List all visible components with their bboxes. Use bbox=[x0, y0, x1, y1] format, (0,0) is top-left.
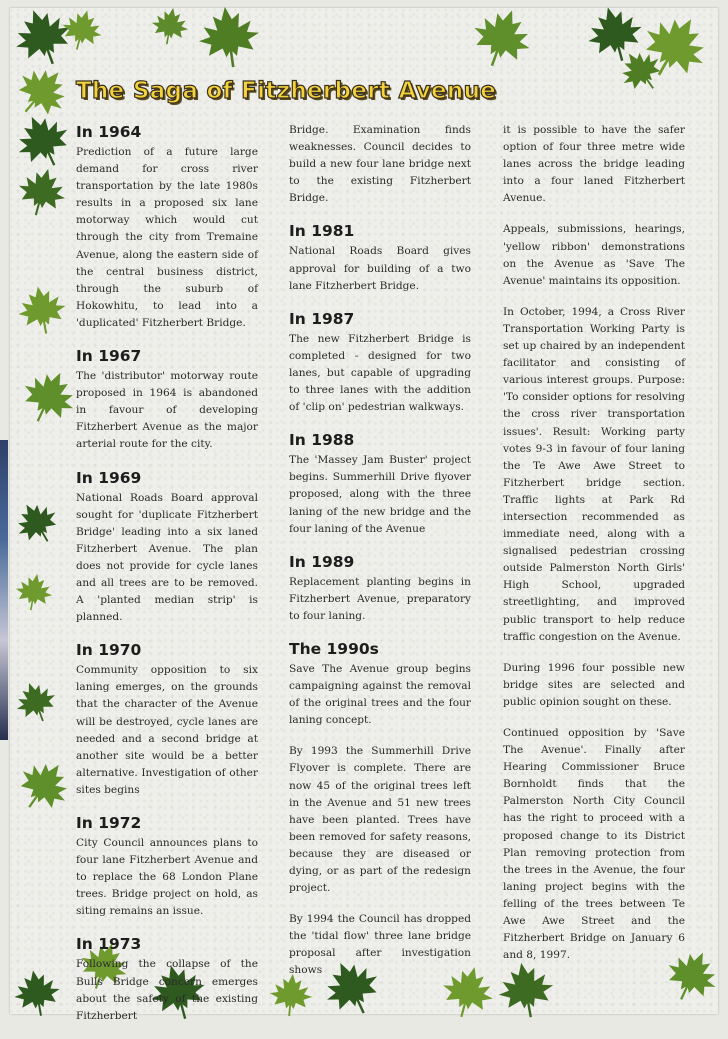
section-text: Replacement planting begins in Fitzherbert Avenue, preparatory to four laning. bbox=[289, 575, 471, 622]
section-text: The 'Massey Jam Buster' project begins. Summerhill Drive flyover proposed, along with the three laning of the new bridge and the four laning of the Avenue bbox=[289, 454, 471, 535]
section-heading: In 1981 bbox=[289, 222, 355, 241]
section-text: National Roads Board approval sought for 'duplicate Fitzherbert Bridge' leading into a six laned Fitzherbert Avenue. The plan does not provide for cycle lanes and all trees are to be removed. A 'planted median strip' is planned. bbox=[76, 491, 258, 624]
section-text: The 'distributor' motorway route proposed in 1964 is abandoned in favour of developing Fitzherbert Avenue as the major arterial route for the city. bbox=[76, 370, 258, 451]
section-heading: In 1972 bbox=[76, 814, 142, 832]
section-text: During 1996 four possible new bridge sites are selected and public opinion sought on these. bbox=[503, 661, 685, 708]
left-edge-strip bbox=[0, 440, 8, 740]
page-title: The Saga of Fitzherbert Avenue bbox=[76, 78, 497, 104]
section-heading: The 1990s bbox=[289, 639, 379, 658]
section-text: In October, 1994, a Cross River Transportation Working Party is set up chaired by an independent facilitator and consisting of various interest groups. Purpose: 'To consider options for resolving the cross river transportation issues'. Result: Working party votes 9-3 in favour of four laning the Te Awe Awe Street to Fitzherbert bridge section. Traffic lights at Park Rd intersection recommended as immediate need, along with a signalised pedestrian crossing outside Palmerston North Girls' High School, upgraded streetlighting, and improved public transport to help reduce traffic congestion on the Avenue. bbox=[503, 305, 685, 643]
section-text: National Roads Board gives approval for building of a two lane Fitzherbert Bridge. bbox=[289, 245, 471, 292]
maple-leaf-icon bbox=[12, 280, 72, 340]
section-heading: In 1969 bbox=[76, 468, 142, 487]
section-text: Save The Avenue group begins campaigning against the removal of the original trees and the four laning concept. bbox=[289, 662, 471, 727]
maple-leaf-icon bbox=[11, 569, 57, 615]
section-text: Prediction of a future large demand for cross river transportation by the late 1980s results in a proposed six lane motorway which would cut through the city from Tremaine Avenue, along the eastern side of the central business district, through the suburb of Hokowhitu, to lead into a 'duplicated' Fitzherbert Bridge. bbox=[76, 146, 258, 329]
section-text: The new Fitzherbert Bridge is completed - designed for two lanes, but capable of upgrading to three lanes with the addition of 'clip on' pedestrian walkways. bbox=[289, 332, 471, 414]
section-heading: In 1964 bbox=[76, 123, 142, 141]
section-text: Bridge. Examination finds weaknesses. Council decides to build a new four lane bridge next to the existing Fitzherbert Bridge. bbox=[289, 124, 471, 205]
section-text: it is possible to have the safer option of four three metre wide lanes across the bridge leading into a four laned Fitzherbert Avenue. bbox=[503, 124, 685, 205]
column-2 bbox=[289, 122, 471, 994]
section-text: By 1994 the Council has dropped the 'tidal flow' three lane bridge proposal after investigation shows bbox=[289, 913, 471, 977]
maple-leaf-icon bbox=[147, 3, 193, 49]
section-heading: In 1973 bbox=[76, 935, 142, 954]
section-text: By 1993 the Summerhill Drive Flyover is complete. There are now 45 of the original trees left in the Avenue and 51 new trees have been planted. Trees have been removed for safety reasons, because they are diseased or dying, or as part of the redesign project. bbox=[289, 745, 471, 895]
maple-leaf-icon bbox=[192, 0, 267, 74]
section-text: Appeals, submissions, hearings, 'yellow ribbon' demonstrations on the Avenue as 'Save The Avenue' maintains its opposition. bbox=[503, 223, 685, 287]
section-text: City Council announces plans to four lane Fitzherbert Avenue and to replace the 68 London Plane trees. Bridge project on hold, as siting remains an issue. bbox=[76, 837, 258, 918]
column-1 bbox=[76, 122, 258, 1039]
section-heading: In 1967 bbox=[76, 347, 142, 366]
section-heading: In 1970 bbox=[76, 641, 142, 660]
section-heading: In 1988 bbox=[289, 431, 355, 450]
section-text: Community opposition to six laning emerges, on the grounds that the character of the Avenue will be destroyed, cycle lanes are needed and a second bridge at another site would be a better alternative. Investigation of other sites begins bbox=[76, 664, 258, 796]
section-text: Continued opposition by 'Save The Avenue'. Finally after Hearing Commissioner Bruce Bornholdt finds that the Palmerston North City Council has the right to proceed with a proposed change to its District Plan removing protection from the trees in the Avenue, the four laning project begins with the felling of the trees between Te Awe Awe Street and the Fitzherbert Bridge on January 6 and 8, 1997. bbox=[503, 727, 685, 962]
section-heading: In 1987 bbox=[289, 309, 355, 328]
section-heading: In 1989 bbox=[289, 552, 355, 571]
column-3 bbox=[503, 122, 685, 978]
section-text: Following the collapse of the Bulls Bridge concern emerges about the safety of the existing Fitzherbert bbox=[76, 958, 258, 1022]
maple-leaf-icon bbox=[8, 964, 66, 1022]
